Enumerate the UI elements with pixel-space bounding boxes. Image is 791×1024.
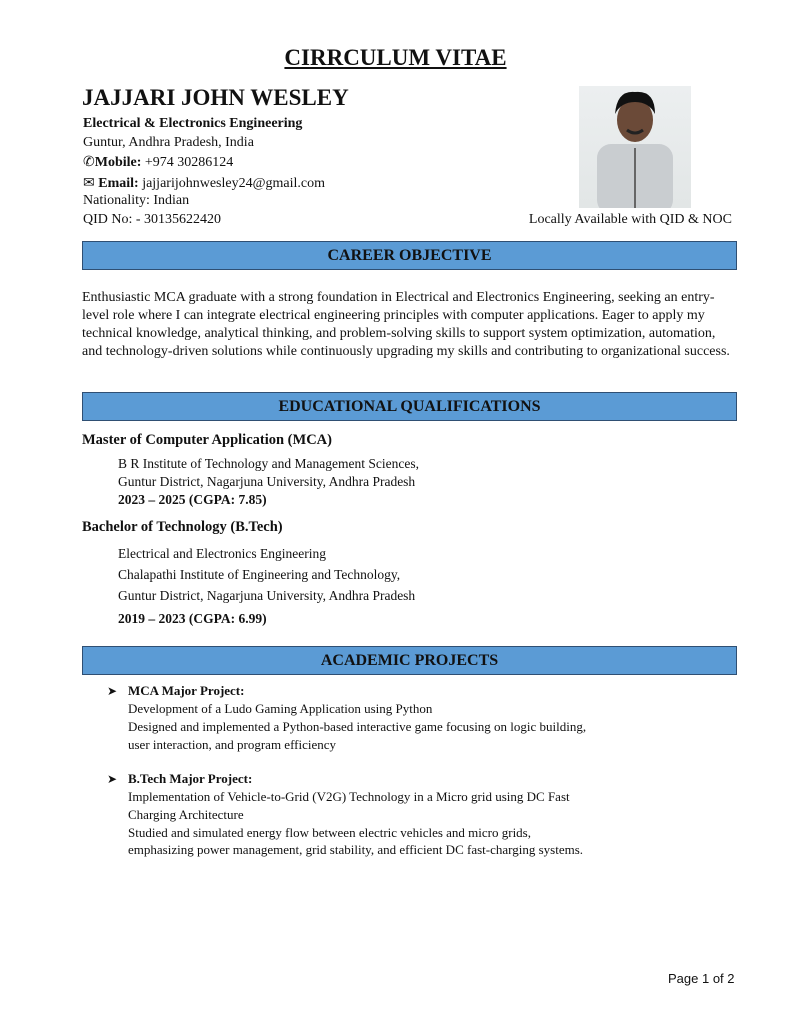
btech-institute: Chalapathi Institute of Engineering and Technology, (118, 567, 401, 582)
btech-degree: Bachelor of Technology (B.Tech) (82, 519, 283, 535)
nationality: Nationality: Indian (83, 193, 190, 208)
project-line: Studied and simulated energy flow between electric vehicles and micro grids, (128, 825, 531, 840)
project-line: Implementation of Vehicle-to-Grid (V2G) Technology in a Micro grid using DC Fast (128, 789, 570, 804)
mca-institute: B R Institute of Technology and Management Sciences, (118, 456, 419, 471)
career-objective-header: CAREER OBJECTIVE (82, 241, 737, 270)
btech-years: 2019 – 2023 (CGPA: 6.99) (118, 611, 267, 626)
project-line: emphasizing power management, grid stability, and efficient DC fast-charging systems. (128, 842, 584, 857)
mobile-label: Mobile: (94, 155, 142, 170)
bullet-arrow-icon: ➤ (107, 772, 118, 786)
page-number: Page 1 of 2 (668, 971, 735, 986)
field: Electrical & Electronics Engineering (83, 116, 303, 131)
mobile-line (83, 154, 233, 171)
document-title: CIRRCULUM VITAE (284, 45, 507, 70)
project-line: Designed and implemented a Python-based interactive game focusing on logic building, (128, 719, 587, 734)
phone-icon: ✆ (83, 155, 95, 170)
project-title: MCA Major Project: (128, 683, 245, 698)
btech-location: Guntur District, Nagarjuna University, Andhra Pradesh (118, 588, 416, 603)
btech-branch: Electrical and Electronics Engineering (118, 546, 327, 561)
bullet-arrow-icon: ➤ (107, 684, 118, 698)
project-line: Development of a Ludo Gaming Application using Python (128, 701, 433, 716)
project-line: user interaction, and program efficiency (128, 737, 337, 752)
qid: QID No: - 30135622420 (83, 212, 222, 227)
candidate-name: JAJJARI JOHN WESLEY (82, 85, 349, 110)
mca-location: Guntur District, Nagarjuna University, Andhra Pradesh (118, 474, 416, 489)
project-title: B.Tech Major Project: (128, 771, 253, 786)
email-line (83, 175, 325, 192)
mobile-value: +974 30286124 (144, 155, 234, 170)
project-line: Charging Architecture (128, 807, 244, 822)
email-label: Email: (98, 176, 139, 191)
mca-years: 2023 – 2025 (CGPA: 7.85) (118, 492, 267, 507)
email-icon: ✉ (83, 176, 95, 191)
location: Guntur, Andhra Pradesh, India (83, 135, 254, 150)
career-objective-text: Enthusiastic MCA graduate with a strong foundation in Electrical and Electronics Engineering, seeking an entry-level role where I can integrate electrical engineering principles with computer applications. Eager to apply my technical knowledge, analytical thinking, and problem-solving skills to support system optimization, automation, and technology-driven solutions while continuously upgrading my skills and contributing to organizational success. (82, 290, 730, 359)
mca-degree: Master of Computer Application (MCA) (82, 432, 332, 448)
availability: Locally Available with QID & NOC (528, 212, 732, 227)
projects-header: ACADEMIC PROJECTS (82, 646, 737, 675)
profile-photo (579, 86, 691, 208)
email-value: jajjarijohnwesley24@gmail.com (142, 176, 325, 191)
education-header: EDUCATIONAL QUALIFICATIONS (82, 392, 737, 421)
person-photo-icon (579, 86, 691, 208)
